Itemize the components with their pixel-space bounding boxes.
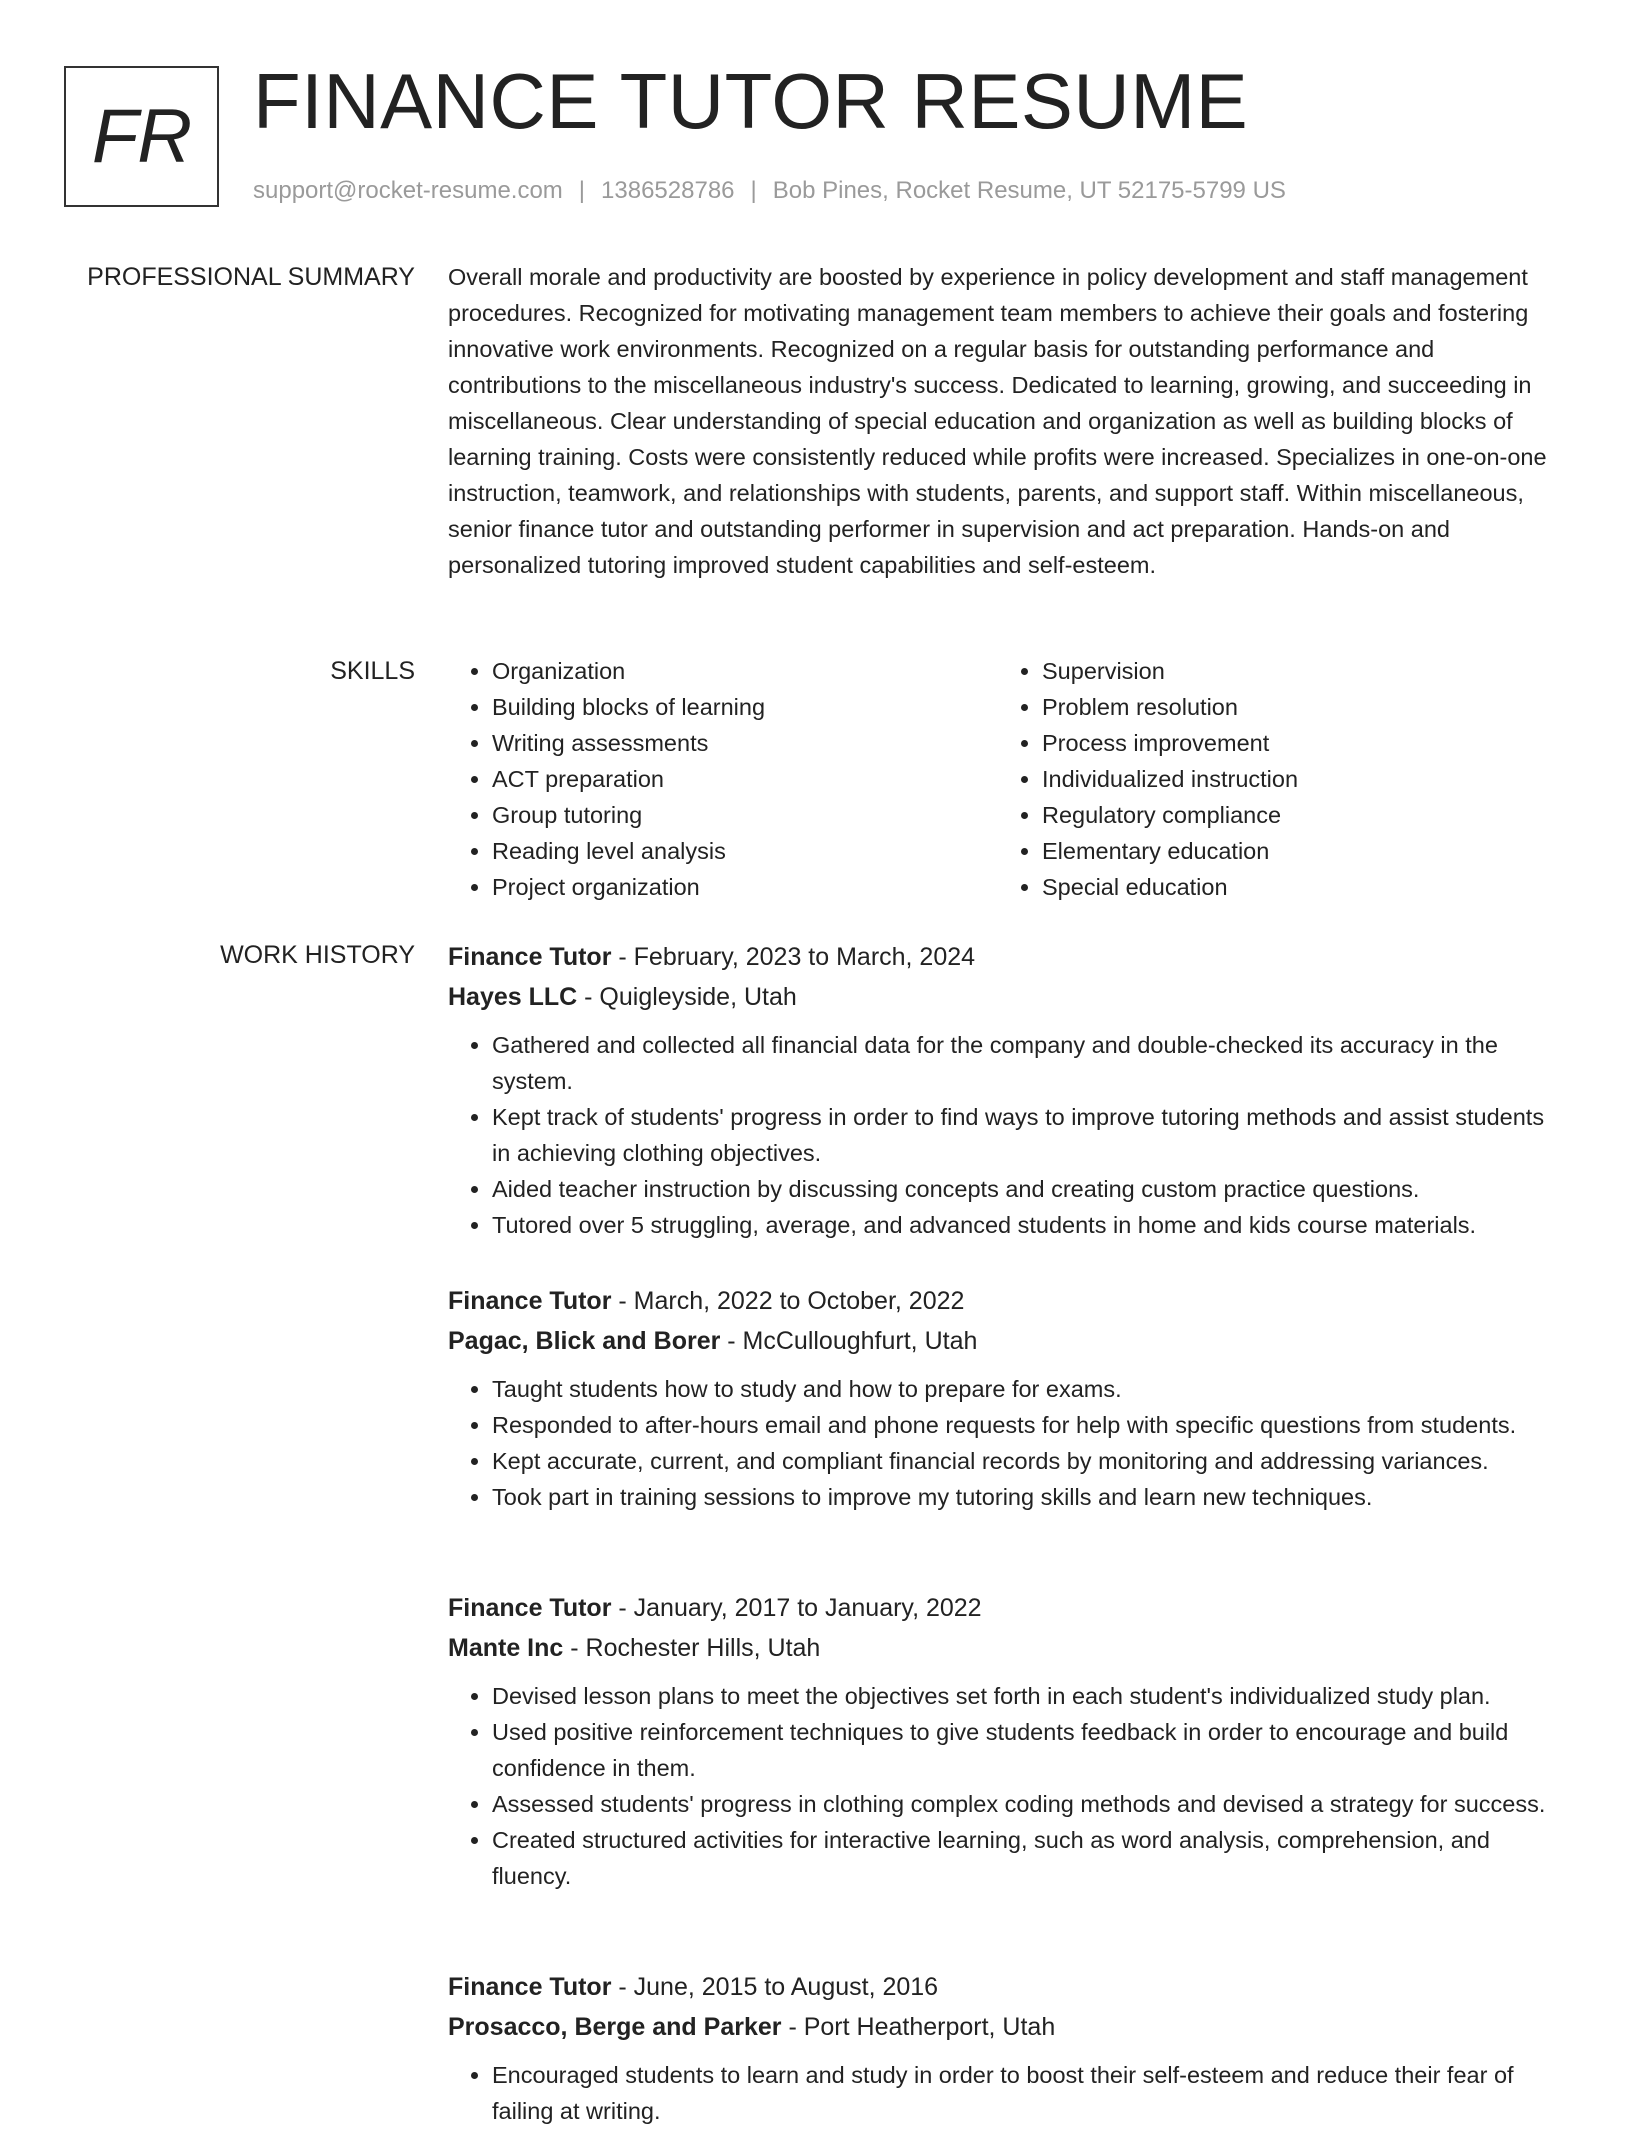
skills-list-left xyxy=(448,653,998,905)
contact-separator: | xyxy=(578,177,586,204)
skill-item: • Regulatory compliance xyxy=(1042,797,1548,833)
page-title: FINANCE TUTOR RESUME xyxy=(253,57,1249,145)
job-bullet: • Assessed students' progress in clothing complex coding methods and devised a strategy for success. xyxy=(492,1786,1563,1822)
job-company: Hayes LLC xyxy=(448,983,578,1011)
contact-separator: | xyxy=(750,177,757,204)
contact-email: support@rocket-resume.com xyxy=(253,177,563,204)
job-entry xyxy=(448,1967,1563,2129)
contact-line xyxy=(253,176,1286,206)
skill-item: • Group tutoring xyxy=(492,797,998,833)
job-dates: - January, 2017 to January, 2022 xyxy=(611,1594,982,1622)
job-title: Finance Tutor xyxy=(448,1287,612,1315)
job-bullet: • Encouraged students to learn and study in order to boost their self-esteem and reduce their fear of failing at writing. xyxy=(492,2057,1563,2129)
job-location: - McCulloughfurt, Utah xyxy=(720,1327,978,1355)
job-bullet: • Taught students how to study and how to prepare for exams. xyxy=(492,1371,1563,1407)
job-title-line xyxy=(448,1588,1563,1628)
job-location: - Port Heatherport, Utah xyxy=(781,2013,1056,2041)
skill-item: • Project organization xyxy=(492,869,998,905)
job-bullets xyxy=(448,2057,1563,2129)
job-company-line xyxy=(448,2007,1563,2047)
job-title-line xyxy=(448,1281,1563,1321)
job-title-line xyxy=(448,937,1563,977)
job-dates: - February, 2023 to March, 2024 xyxy=(611,943,976,971)
job-bullet: • Devised lesson plans to meet the objectives set forth in each student's individualized study plan. xyxy=(492,1678,1563,1714)
skill-item: • Writing assessments xyxy=(492,725,998,761)
skill-item: • Process improvement xyxy=(1042,725,1548,761)
job-bullet: • Tutored over 5 struggling, average, and advanced students in home and kids course materials. xyxy=(492,1207,1563,1243)
job-bullet: • Gathered and collected all financial data for the company and double-checked its accuracy in the system. xyxy=(492,1027,1563,1099)
monogram-logo: FR xyxy=(64,66,219,207)
job-bullet: • Aided teacher instruction by discussing concepts and creating custom practice questions. xyxy=(492,1171,1563,1207)
job-location: - Quigleyside, Utah xyxy=(577,983,797,1011)
job-company: Mante Inc xyxy=(448,1634,564,1662)
summary-body xyxy=(448,259,1563,583)
job-title: Finance Tutor xyxy=(448,1594,612,1622)
contact-address: Bob Pines, Rocket Resume, UT 52175-5799 US xyxy=(772,177,1286,204)
job-bullet: • Kept track of students' progress in order to find ways to improve tutoring methods and assist students in achieving clothing objectives. xyxy=(492,1099,1563,1171)
skills-list-right xyxy=(998,653,1548,905)
job-entry xyxy=(448,937,1563,1243)
job-company-line xyxy=(448,1628,1563,1668)
skill-item: • Organization xyxy=(492,653,998,689)
resume-header xyxy=(0,0,1632,240)
job-bullets xyxy=(448,1371,1563,1515)
job-company: Prosacco, Berge and Parker xyxy=(448,2013,782,2041)
job-bullet: • Took part in training sessions to improve my tutoring skills and learn new techniques. xyxy=(492,1479,1563,1515)
skills-body xyxy=(448,653,1563,905)
skill-item: • Supervision xyxy=(1042,653,1548,689)
job-bullet: • Responded to after-hours email and phone requests for help with specific questions from students. xyxy=(492,1407,1563,1443)
skill-item: • Problem resolution xyxy=(1042,689,1548,725)
skill-item: • Special education xyxy=(1042,869,1548,905)
job-title-line xyxy=(448,1967,1563,2007)
job-bullets xyxy=(448,1678,1563,1894)
work-history-heading: WORK HISTORY xyxy=(220,941,415,969)
skills-columns xyxy=(448,653,1563,905)
skill-item: • ACT preparation xyxy=(492,761,998,797)
job-bullet: • Created structured activities for interactive learning, such as word analysis, comprehension, and fluency. xyxy=(492,1822,1563,1894)
summary-heading: PROFESSIONAL SUMMARY xyxy=(87,263,415,291)
job-company-line xyxy=(448,977,1563,1017)
skill-item: • Building blocks of learning xyxy=(492,689,998,725)
job-location: - Rochester Hills, Utah xyxy=(563,1634,821,1662)
skills-heading: SKILLS xyxy=(330,657,415,685)
job-company-line xyxy=(448,1321,1563,1361)
contact-phone: 1386528786 xyxy=(601,177,735,204)
job-entry xyxy=(448,1281,1563,1515)
job-bullet: • Kept accurate, current, and compliant financial records by monitoring and addressing variances. xyxy=(492,1443,1563,1479)
job-title: Finance Tutor xyxy=(448,943,612,971)
job-company: Pagac, Blick and Borer xyxy=(448,1327,721,1355)
job-bullets xyxy=(448,1027,1563,1243)
job-title: Finance Tutor xyxy=(448,1973,612,2001)
job-dates: - March, 2022 to October, 2022 xyxy=(611,1287,965,1315)
skill-item: • Individualized instruction xyxy=(1042,761,1548,797)
job-bullet: • Used positive reinforcement techniques to give students feedback in order to encourage and build confidence in them. xyxy=(492,1714,1563,1786)
job-dates: - June, 2015 to August, 2016 xyxy=(611,1973,939,2001)
skill-item: • Elementary education xyxy=(1042,833,1548,869)
skill-item: • Reading level analysis xyxy=(492,833,998,869)
summary-text: Overall morale and productivity are boosted by experience in policy development and staff management procedures. Recognized for motivating management team members to achieve their goals and fostering innovative work environments. Recognized on a regular basis for outstanding performance and contributions to the miscellaneous industry's success. Dedicated to learning, growing, and succeeding in miscellaneous. Clear understanding of special education and organization as well as building blocks of learning training. Costs were consistently reduced while profits were increased. Specializes in one-on-one instruction, teamwork, and relationships with students, parents, and support staff. Within miscellaneous, senior finance tutor and outstanding performer in supervision and act preparation. Hands-on and personalized tutoring improved student capabilities and self-esteem. xyxy=(448,264,1547,578)
job-entry xyxy=(448,1588,1563,1894)
